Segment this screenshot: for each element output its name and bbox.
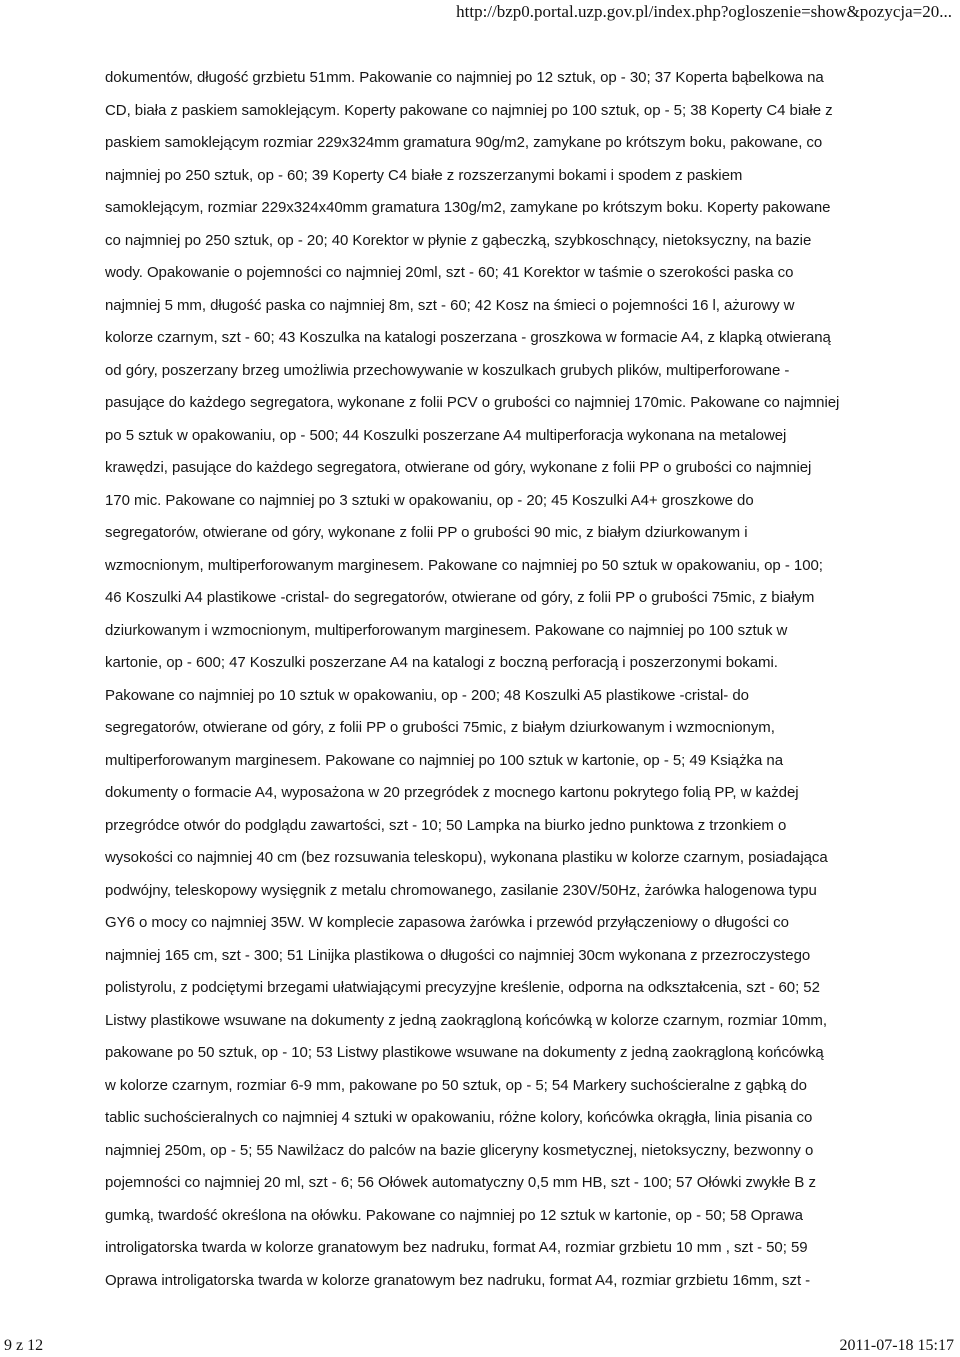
document-text-line: Listwy plastikowe wsuwane na dokumenty z jedną zaokrągloną końcówką w kolorze czarnym, rozmiar 10mm, <box>105 1011 827 1029</box>
page-number: 9 z 12 <box>4 1337 44 1354</box>
document-text-line: pasujące do każdego segregatora, wykonane z folii PCV o grubości co najmniej 170mic. Pakowane co najmniej <box>105 394 840 411</box>
document-text-line: gumką, twardość określona na ołówku. Pakowane co najmniej po 12 sztuk w kartonie, op - 50; 58 Oprawa <box>105 1206 803 1224</box>
document-text-line: co najmniej po 250 sztuk, op - 20; 40 Korektor w płynie z gąbeczką, szybkoschnący, nietoksyczny, na bazie <box>105 231 812 249</box>
document-text-line: kolorze czarnym, szt - 60; 43 Koszulka na katalogi poszerzana - groszkowa w formacie A4, z klapką otwieraną <box>105 329 831 346</box>
document-text-line: 46 Koszulki A4 plastikowe -cristal- do segregatorów, otwierane od góry, z folii PP o grubości 75mic, z białym <box>105 589 815 606</box>
document-text-line: po 5 sztuk w opakowaniu, op - 500; 44 Koszulki poszerzane A4 multiperforacja wykonana na metalowej <box>105 426 787 444</box>
document-text-line: pojemności co najmniej 20 ml, szt - 6; 56 Ołówek automatyczny 0,5 mm HB, szt - 100; 57 Ołówki zwykłe B z <box>105 1174 816 1191</box>
document-text-line: dokumenty o formacie A4, wyposażona w 20 przegródek z mocnego kartonu pokrytego folią PP, w każdej <box>105 784 799 801</box>
document-text-line: pakowane po 50 sztuk, op - 10; 53 Listwy plastikowe wsuwane na dokumenty z jedną zaokrągloną końcówką <box>105 1044 824 1061</box>
document-text-line: kartonie, op - 600; 47 Koszulki poszerzane A4 na katalogi z boczną perforacją i poszerzonymi bokami. <box>105 654 778 671</box>
document-text-line: polistyrolu, z podciętymi brzegami ułatwiającymi precyzyjne kreślenie, odporna na odkształcenia, szt - 60; 52 <box>105 979 820 996</box>
print-header-url: http://bzp0.portal.uzp.gov.pl/index.php?ogloszenie=show&pozycja=20... <box>456 2 952 21</box>
document-text-line: segregatorów, otwierane od góry, wykonane z folii PP o grubości 90 mic, z białym dziurkowanym i <box>105 524 748 541</box>
document-text-line: introligatorska twarda w kolorze granatowym bez nadruku, format A4, rozmiar grzbietu 10 mm , szt - 50; 59 <box>105 1239 808 1256</box>
document-text-line: najmniej 250m, op - 5; 55 Nawilżacz do palców na bazie gliceryny kosmetycznej, nietoksyczny, bezwonny o <box>105 1141 814 1159</box>
document-text-line: multiperforowanym marginesem. Pakowane co najmniej po 100 sztuk w kartonie, op - 5; 49 Książka na <box>105 751 783 769</box>
document-text-line: tablic suchościeralnych co najmniej 4 sztuki w opakowaniu, różne kolory, końcówka okrągła, linia pisania co <box>105 1109 813 1126</box>
document-text-line: najmniej po 250 sztuk, op - 60; 39 Koperty C4 białe z rozszerzanymi bokami i spodem z paskiem <box>105 166 743 184</box>
document-text-line: GY6 o mocy co najmniej 35W. W komplecie zapasowa żarówka i przewód przyłączeniowy o długości co <box>105 914 789 931</box>
document-text-line: dokumentów, długość grzbietu 51mm. Pakowanie co najmniej po 12 sztuk, op - 30; 37 Koperta bąbelkowa na <box>105 69 824 86</box>
document-text-line: przegródce otwór do podglądu zawartości, szt - 10; 50 Lampka na biurko jedno punktowa z trzonkiem o <box>105 816 787 834</box>
document-text-line: najmniej 5 mm, długość paska co najmniej 8m, szt - 60; 42 Kosz na śmieci o pojemności 16 l, ażurowy w <box>105 296 795 314</box>
document-body <box>105 62 895 1297</box>
print-timestamp: 2011-07-18 15:17 <box>839 1337 954 1354</box>
document-text-line: 170 mic. Pakowane co najmniej po 3 sztuki w opakowaniu, op - 20; 45 Koszulki A4+ groszkowe do <box>105 491 754 509</box>
document-text-line: samoklejącym, rozmiar 229x324x40mm gramatura 130g/m2, zamykane po krótszym boku. Koperty pakowane <box>105 199 831 216</box>
document-text-line: segregatorów, otwierane od góry, z folii PP o grubości 75mic, z białym dziurkowanym i wzmocnionym, <box>105 719 775 736</box>
document-text-line: wysokości co najmniej 40 cm (bez rozsuwania teleskopu), wykonana plastiku w kolorze czarnym, posiadająca <box>105 849 828 866</box>
document-text-line: CD, biała z paskiem samoklejącym. Koperty pakowane co najmniej po 100 sztuk, op - 5; 38 Koperty C4 białe z <box>105 101 833 119</box>
document-text-line: krawędzi, pasujące do każdego segregatora, otwierane od góry, wykonane z folii PP o grubości co najmniej <box>105 459 812 476</box>
document-text-line: paskiem samoklejącym rozmiar 229x324mm gramatura 90g/m2, zamykane po krótszym boku, pakowane, co <box>105 134 823 151</box>
document-text-line: w kolorze czarnym, rozmiar 6-9 mm, pakowane po 50 sztuk, op - 5; 54 Markery suchościeralne z gąbką do <box>105 1076 807 1094</box>
document-text-line: najmniej 165 cm, szt - 300; 51 Linijka plastikowa o długości co najmniej 30cm wykonana z przezroczystego <box>105 946 811 964</box>
document-text-line: wzmocnionym, multiperforowanym marginesem. Pakowane co najmniej po 50 sztuk w opakowaniu, op - 100; <box>105 556 823 574</box>
document-text-line: Oprawa introligatorska twarda w kolorze granatowym bez nadruku, format A4, rozmiar grzbietu 16mm, szt - <box>105 1271 811 1289</box>
document-text-line: podwójny, teleskopowy wysięgnik z metalu chromowanego, zasilanie 230V/50Hz, żarówka halogenowa typu <box>105 881 817 899</box>
document-text-line: dziurkowanym i wzmocnionym, multiperforowanym marginesem. Pakowane co najmniej po 100 sztuk w <box>105 621 788 639</box>
document-text-line: od góry, poszerzany brzeg umożliwia przechowywanie w koszulkach grubych plików, multiperforowane - <box>105 361 790 379</box>
document-text-line: wody. Opakowanie o pojemności co najmniej 20ml, szt - 60; 41 Korektor w taśmie o szerokości paska co <box>105 264 794 281</box>
document-text-line: Pakowane co najmniej po 10 sztuk w opakowaniu, op - 200; 48 Koszulki A5 plastikowe -cristal- do <box>105 686 749 704</box>
